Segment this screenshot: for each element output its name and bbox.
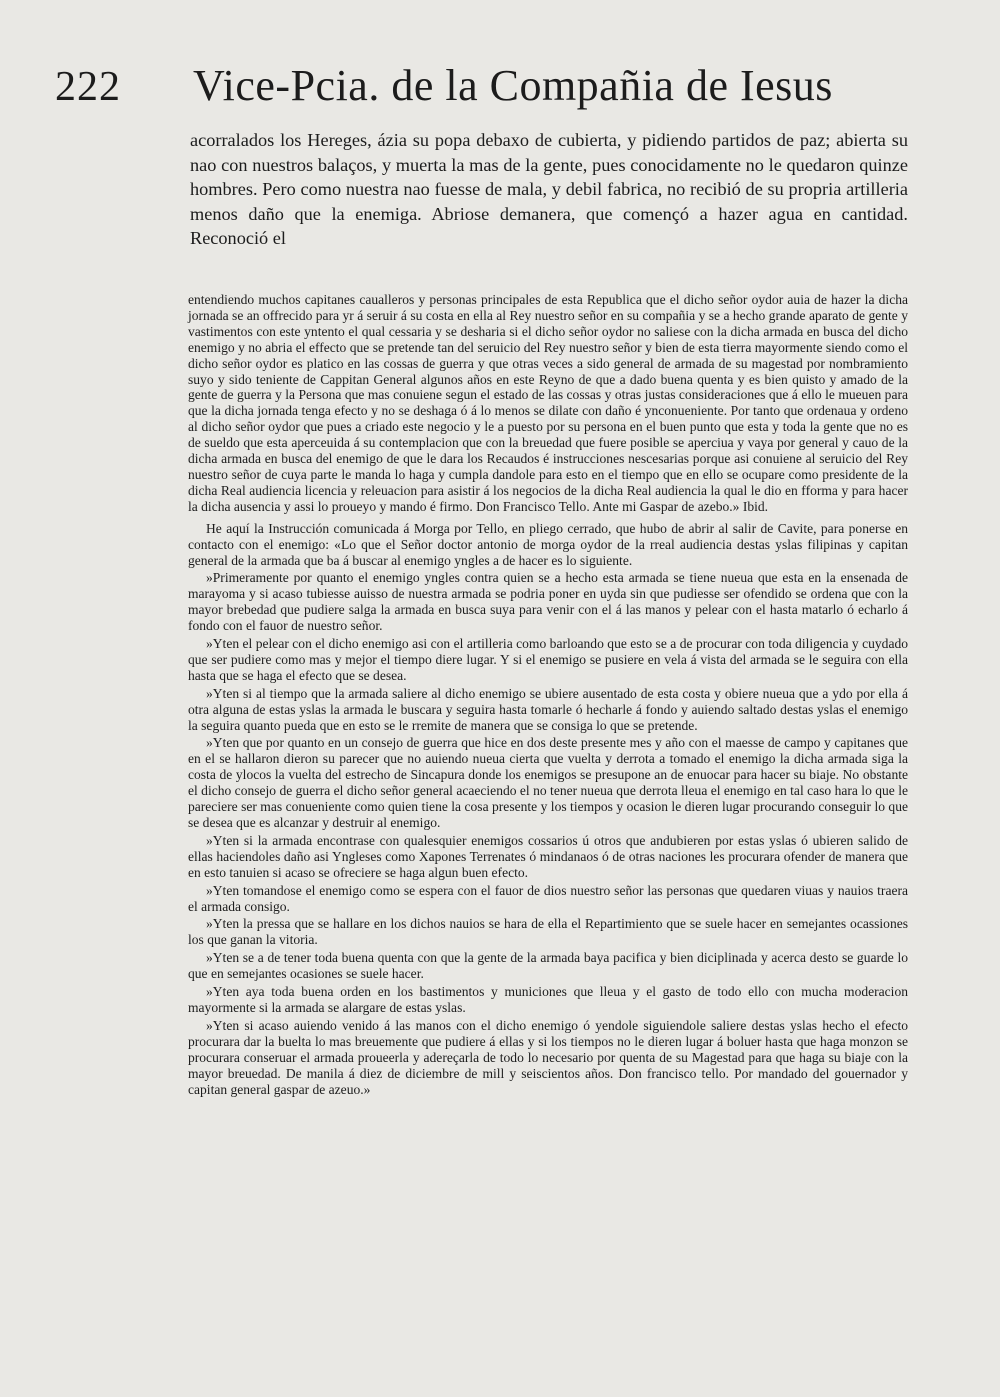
- note-paragraph: »Yten si al tiempo que la armada saliere al dicho enemigo se ubiere ausentado de esta costa y obiere nueua que a ydo por ella á otra alguna de estas yslas la armada le buscara y seguira hasta tomarle ó hecharle á fondo y auiendo saltado destas yslas el enemigo la seguira quanto pueda que en esto se le rremite de manera que se consiga lo que se pretende.: [188, 685, 908, 733]
- note-paragraph: »Primeramente por quanto el enemigo yngles contra quien se a hecho esta armada se tiene nueua que esta en la ensenada de marayoma y si acaso tubiesse auisso de nuestra armada se podria poner en uyda sin que pudiesse ser ofendido se ordena que con la mayor brebedad que pudiere salga la armada en busca suya para venir con el á las manos y pelear con el hasta matarlo ó echarlo á fondo con el fauor de nuestro señor.: [188, 570, 908, 634]
- note-paragraph: He aquí la Instrucción comunicada á Morga por Tello, en pliego cerrado, que hubo de abrir al salir de Cavite, para ponerse en contacto con el enemigo: «Lo que el Señor doctor antonio de morga oydor de la rreal audiencia destas yslas filipinas y capitan general de la armada que ba á buscar al enemigo yngles a de hacer es lo siguiente.: [188, 520, 908, 568]
- note-paragraph: entendiendo muchos capitanes caualleros y personas principales de esta Republica que el dicho señor oydor auia de hazer la dicha jornada se an offrecido para yr á seruir á su costa en ella al Rey nuestro señor en su compañia y se a hecho grande aparato de gente y vastimentos con este yntento el qual cessaria y se desharia si el dicho señor oydor no saliese con la dicha armada en busca del dicho enemigo y no abria el effecto que se pretende tan del seruicio del Rey nuestro señor y bien de esta tierra mayormente siendo como el dicho señor oydor es platico en las cossas de guerra y que otras veces a sido general de armada de su magestad por nombramiento suyo y sido teniente de Cappitan General algunos años en este Reyno de que a dado buena quenta y es bien quisto y amado de la gente de guerra y la Persona que mas conuiene segun el estado de las cossas y otras justas consideraciones que á ello le mueuen para que la dicha jornada tenga efecto y no se deshaga ó á lo menos se dilate con daño é ynconueniente. Por tanto que ordenaua y ordeno al dicho señor oydor que pues a criado este negocio y le a puesto por su persona en el buen punto que esta y toda la gente que no es de sueldo que esta aperceuida á su contemplacion que con la breuedad que fuere posible se aperciua y vaya por general y cauo de la dicha armada en busca del enemigo de que le dara los Recaudos é instrucciones nescesarias porque asi conuiene al seruicio del Rey nuestro señor de cuya parte le manda lo haga y cumpla dandole para esto en el tiempo que en ello se ocupare como presidente de la dicha Real audiencia licencia y releuacion para asistir á los negocios de la dicha Real audiencia la qual le dio en fforma y para hacer la dicha ausencia y assi lo proueyo y mando é firmo. Don Francisco Tello. Ante mi Gaspar de azebo.» Ibid.: [188, 292, 908, 514]
- main-text: acorralados los Hereges, ázia su popa debaxo de cubierta, y pidiendo partidos de paz; abierta su nao con nuestros balaços, y muerta la mas de la gente, pues conocidamente no le quedaron quinze hombres. Pero como nuestra nao fuesse de mala, y debil fabrica, no recibió de su propria artilleria menos daño que la enemiga. Abriose demanera, que començó a hazer agua en cantidad. Reconoció el: [190, 130, 908, 249]
- running-head: Vice-Pcia. de la Compañia de Iesus: [193, 61, 833, 110]
- note-paragraph: »Yten que por quanto en un consejo de guerra que hice en dos deste presente mes y año con el maesse de campo y capitanes que en el se hallaron dieron su parecer que no auiendo nueua cierta que vuelta y derrota a tomado el enemigo la dicha armada siga la costa de ylocos la vuelta del estrecho de Sincapura donde los enemigos se presupone an de enuocar para hacer su biaje. No obstante el dicho consejo de guerra el dicho señor general acaeciendo el no tener nueua que derrota lleua el enemigo en tal caso hara lo que le pareciere ser mas conueniente como quien tiene la cosa presente y los tiempos y ocasion le dieren lugar procurando conseguir lo que se desea que es alcanzar y destruir al enemigo.: [188, 735, 908, 830]
- note-paragraph: »Yten aya toda buena orden en los bastimentos y municiones que lleua y el gasto de todo ello con mucha moderacion mayormente si la armada se alargare de estas yslas.: [188, 984, 908, 1015]
- note-paragraph: »Yten el pelear con el dicho enemigo asi con el artilleria como barloando que esto se a de procurar con toda diligencia y cuydado que ser pudiere como mas y mejor el tiempo diere lugar. Y si el enemigo se pusiere en vela á vista del armada se le seguira con ella hasta que se haga el efecto que se desea.: [188, 636, 908, 683]
- note-paragraph: »Yten tomandose el enemigo como se espera con el fauor de dios nuestro señor las personas que quedaren viuas y nauios traera el armada consigo.: [188, 882, 908, 914]
- note-paragraph: »Yten se a de tener toda buena quenta con que la gente de la armada baya pacifica y bien diciplinada y acerca desto se guarde lo que en semejantes ocasiones se suele hacer.: [188, 950, 908, 982]
- note-paragraph: »Yten si acaso auiendo venido á las manos con el dicho enemigo ó yendole siguiendole saliere destas yslas hecho el efecto procurara dar la buelta lo mas breuemente que pudiere á ellas y si los tiempos no le dieren lugar á boluer hasta que haga monzon se procurara conseruar el armada proueerla y adereçarla de todo lo necesario por quenta de su Magestad para que haga su biaje con la mayor breuedad. De manila á diez de diciembre de mill y seiscientos años. Don francisco tello. Por mandado del gouernador y capitan general gaspar de azeuo.»: [188, 1017, 908, 1097]
- footnote-block: [188, 292, 908, 1099]
- page-number: 222: [55, 64, 121, 110]
- note-paragraph: »Yten si la armada encontrase con qualesquier enemigos cossarios ú otros que andubieren por estas yslas ó ubieren salido de ellas haciendoles daño asi Yngleses como Xapones Terrenates ó mindanaos ó de otras naciones les procurara ofender de manera que en esto tanuien si acaso se ofreciere se haga algun buen efecto.: [188, 832, 908, 880]
- note-paragraph: »Yten la pressa que se hallare en los dichos nauios se hara de ella el Repartimiento que se suele hacer en semejantes ocassiones los que ganan la vitoria.: [188, 916, 908, 948]
